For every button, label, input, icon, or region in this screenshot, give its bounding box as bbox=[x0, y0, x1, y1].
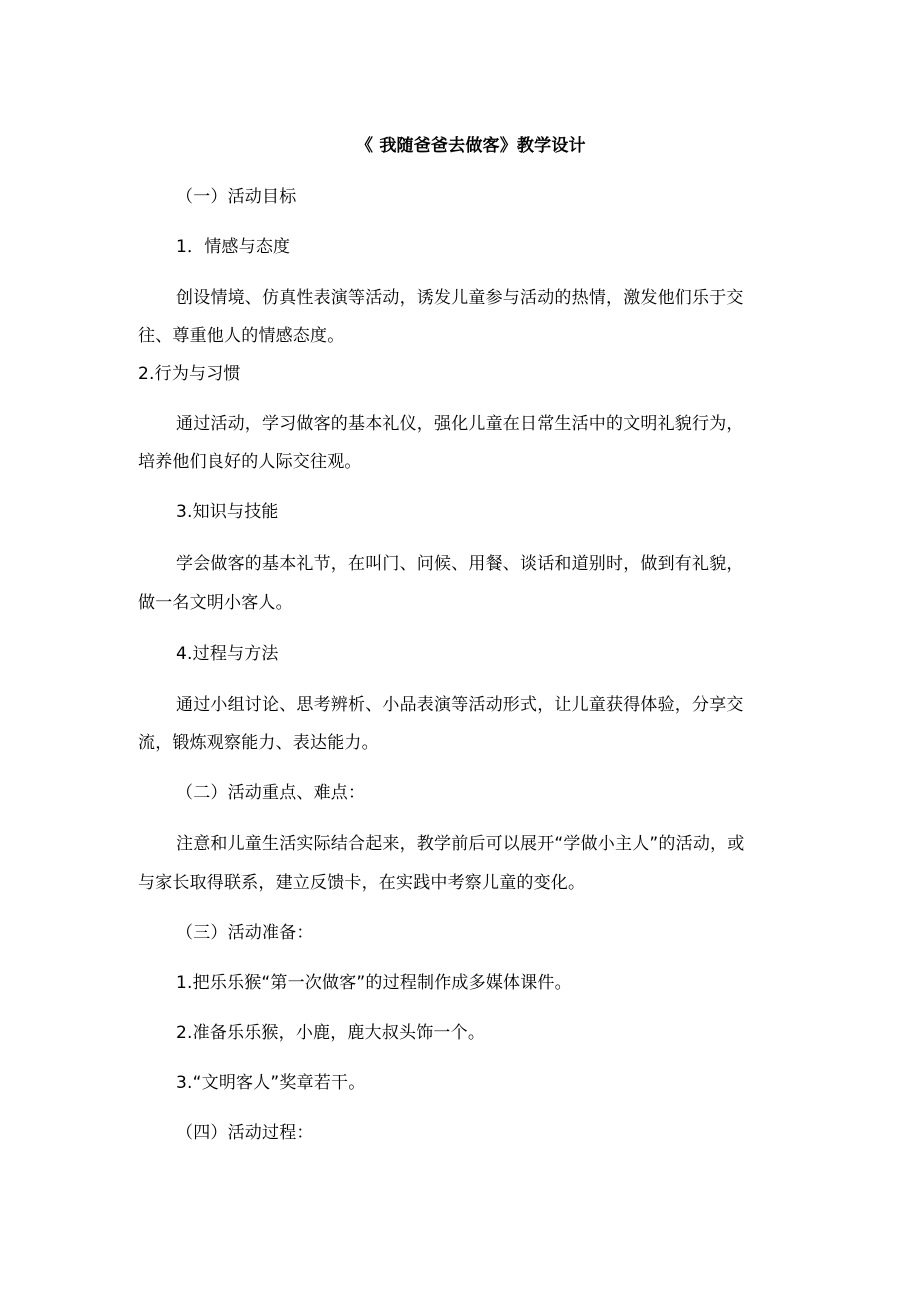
list-item: 3.“文明客人”奖章若干。 bbox=[176, 1073, 366, 1093]
subheading-process-method: 4.过程与方法 bbox=[176, 644, 279, 664]
list-item: 1.把乐乐猴“第一次做客”的过程制作成多媒体课件。 bbox=[176, 973, 572, 993]
document-title: 《 我随爸爸去做客》教学设计 bbox=[356, 136, 586, 156]
paragraph-line: 通过活动，学习做客的基本礼仪，强化儿童在日常生活中的文明礼貌行为， bbox=[176, 414, 744, 434]
paragraph-line: 培养他们良好的人际交往观。 bbox=[138, 452, 362, 472]
paragraph-line: 通过小组讨论、思考辨析、小品表演等活动形式，让儿童获得体验，分享交 bbox=[176, 695, 744, 715]
section-heading-preparation: （三）活动准备： bbox=[176, 923, 314, 943]
paragraph-line: 注意和儿童生活实际结合起来，教学前后可以展开“学做小主人”的活动，或 bbox=[176, 834, 745, 854]
paragraph-line: 做一名文明小客人。 bbox=[138, 593, 293, 613]
paragraph-line: 学会做客的基本礼节，在叫门、问候、用餐、谈话和道别时，做到有礼貌， bbox=[176, 554, 744, 574]
section-heading-objectives: （一）活动目标 bbox=[176, 187, 297, 207]
subheading-knowledge-skill: 3.知识与技能 bbox=[176, 502, 279, 522]
paragraph-line: 流，锻炼观察能力、表达能力。 bbox=[138, 733, 379, 753]
section-heading-key-points: （二）活动重点、难点： bbox=[176, 783, 366, 803]
paragraph-line: 创设情境、仿真性表演等活动，诱发儿童参与活动的热情，激发他们乐于交 bbox=[176, 288, 744, 308]
paragraph-line: 与家长取得联系，建立反馈卡，在实践中考察儿童的变化。 bbox=[138, 873, 586, 893]
section-heading-process: （四）活动过程： bbox=[176, 1123, 314, 1143]
list-item: 2.准备乐乐猴，小鹿，鹿大叔头饰一个。 bbox=[176, 1023, 486, 1043]
subheading-behavior-habit: 2.行为与习惯 bbox=[138, 364, 241, 384]
subheading-emotion-attitude: 1．情感与态度 bbox=[176, 237, 291, 257]
paragraph-line: 往、尊重他人的情感态度。 bbox=[138, 326, 345, 346]
